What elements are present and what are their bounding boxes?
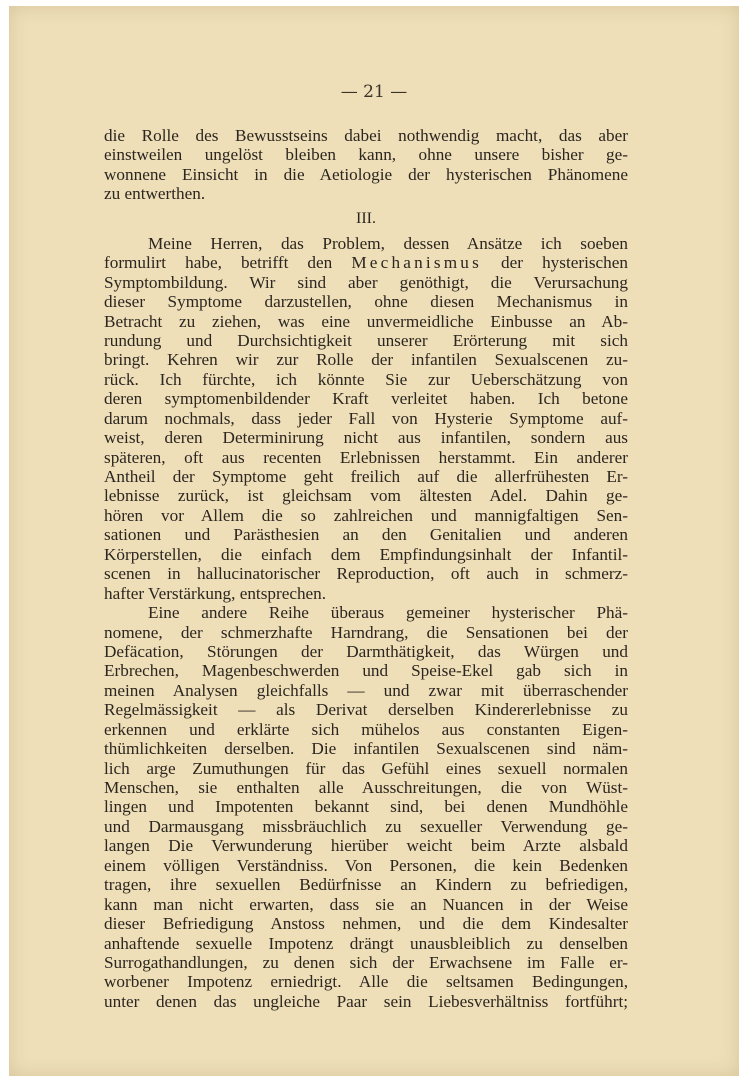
text-line: lebnisse zurück, ist gleichsam vom ältesten Adel. Dahin ge- bbox=[104, 486, 628, 506]
text-line: darum nochmals, dass jeder Fall von Hysterie Symptome auf- bbox=[104, 408, 628, 428]
text-fragment: formulirt habe, betrifft den bbox=[104, 253, 352, 273]
text-fragment: der hysterischen bbox=[481, 253, 628, 273]
body-text bbox=[104, 126, 628, 1011]
text-line: einstweilen ungelöst bleiben kann, ohne unsere bisher ge- bbox=[104, 145, 628, 165]
text-line: Regelmässigkeit — als Derivat derselben Kindererlebnisse zu bbox=[104, 700, 628, 720]
text-line: zu entwerthen. bbox=[104, 184, 206, 204]
text-line: meinen Analysen gleichfalls — und zwar mit überraschender bbox=[104, 680, 628, 700]
text-line: worbener Impotenz erniedrigt. Alle die seltsamen Bedingungen, bbox=[104, 972, 628, 992]
text-line: Körperstellen, die einfach dem Empfindungsinhalt der Infantil- bbox=[104, 544, 628, 564]
text-line: späteren, oft aus recenten Erlebnissen herstammt. Ein anderer bbox=[104, 447, 628, 467]
text-line: Menschen, sie enthalten alle Ausschreitungen, die von Wüst- bbox=[104, 778, 628, 797]
text-line: dieser Symptome darzustellen, ohne diesen Mechanismus in bbox=[104, 292, 628, 312]
text-line: unter denen das ungleiche Paar sein Liebesverhältniss fortführt; bbox=[104, 991, 628, 1011]
text-line: einem völligen Verständniss. Von Personen, die kein Bedenken bbox=[104, 855, 628, 875]
text-line: Antheil der Symptome geht freilich auf die allerfrühesten Er- bbox=[104, 467, 628, 486]
text-line: Symptombildung. Wir sind aber genöthigt, die Verursachung bbox=[104, 272, 628, 292]
text-line: sationen und Parästhesien an den Genitalien und anderen bbox=[104, 525, 628, 545]
text-line: tragen, ihre sexuellen Bedürfnisse an Kindern zu befriedigen, bbox=[104, 875, 628, 895]
text-line: kann man nicht erwarten, dass sie an Nuancen in der Weise bbox=[104, 894, 628, 914]
text-line: scenen in hallucinatorischer Reproduction, oft auch in schmerz- bbox=[104, 564, 628, 584]
text-line: hören vor Allem die so zahlreichen und mannigfaltigen Sen- bbox=[104, 505, 628, 525]
text-line: Meine Herren, das Problem, dessen Ansätze ich soeben bbox=[148, 233, 628, 253]
text-line: dieser Befriedigung Anstoss nehmen, und die dem Kindesalter bbox=[104, 914, 628, 934]
scanned-page bbox=[9, 6, 739, 1076]
text-line: erkennen und erklärte sich mühelos aus constanten Eigen- bbox=[104, 719, 628, 739]
text-line: rundung und Durchsichtigkeit unserer Erörterung mit sich bbox=[104, 330, 628, 350]
page-number: — 21 — bbox=[340, 82, 408, 102]
text-line: anhaftende sexuelle Impotenz drängt unausbleiblich zu denselben bbox=[104, 933, 628, 953]
text-line: Defäcation, Störungen der Darmthätigkeit, das Würgen und bbox=[104, 641, 628, 661]
text-line: hafter Verstärkung, entsprechen. bbox=[104, 583, 327, 603]
text-line: Surrogathandlungen, zu denen sich der Erwachsene im Falle er- bbox=[104, 952, 628, 972]
text-line: bringt. Kehren wir zur Rolle der infantilen Sexualscenen zu- bbox=[104, 350, 628, 370]
text-line: und Darmausgang missbräuchlich zu sexueller Verwendung ge- bbox=[104, 816, 628, 836]
text-line bbox=[104, 253, 628, 272]
continuation-paragraph bbox=[104, 126, 628, 204]
text-line: thümlichkeiten derselben. Die infantilen Sexualscenen sind näm- bbox=[104, 739, 628, 759]
text-line: Betracht zu ziehen, was eine unvermeidliche Einbusse an Ab- bbox=[104, 311, 628, 331]
text-line: Eine andere Reihe überaus gemeiner hysterischer Phä- bbox=[148, 603, 628, 623]
text-line: die Rolle des Bewusstseins dabei nothwendig macht, das aber bbox=[104, 126, 628, 145]
text-line: deren symptomenbildender Kraft verleitet haben. Ich betone bbox=[104, 389, 628, 409]
text-line: wonnene Einsicht in die Aetiologie der hysterischen Phänomene bbox=[104, 164, 628, 184]
text-line: Erbrechen, Magenbeschwerden und Speise-Ekel gab sich in bbox=[104, 661, 628, 681]
text-line: lingen und Impotenten bekannt sind, bei denen Mundhöhle bbox=[104, 797, 628, 817]
paragraph-2 bbox=[104, 603, 628, 1011]
text-line: weist, deren Determinirung nicht aus infantilen, sondern aus bbox=[104, 428, 628, 448]
text-line: nomene, der schmerzhafte Harndrang, die Sensationen bei der bbox=[104, 622, 628, 642]
emphasized-word: Mechanismus bbox=[351, 253, 482, 273]
text-line: lich arge Zumuthungen für das Gefühl eines sexuell normalen bbox=[104, 758, 628, 778]
text-line: rück. Ich fürchte, ich könnte Sie zur Ueberschätzung von bbox=[104, 369, 628, 389]
paragraph-1 bbox=[104, 234, 628, 603]
text-line: langen Die Verwunderung hierüber weicht beim Arzte alsbald bbox=[104, 836, 628, 856]
section-heading: III. bbox=[356, 209, 376, 227]
